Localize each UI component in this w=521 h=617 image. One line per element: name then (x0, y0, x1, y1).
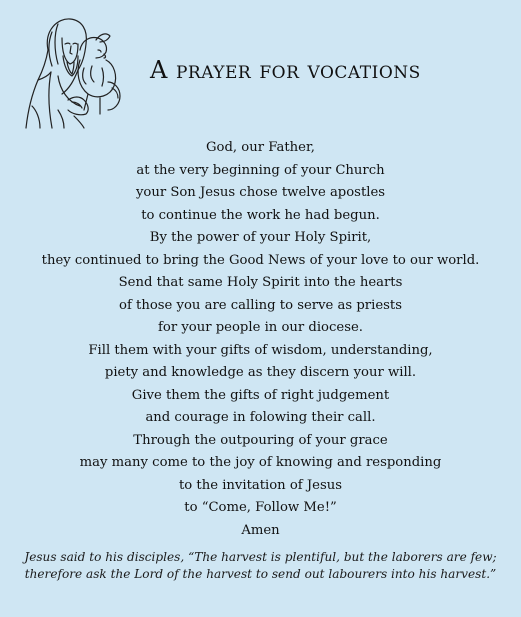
prayer-line: Fill them with your gifts of wisdom, understanding, (88, 342, 433, 358)
prayer-line: to continue the work he had begun. (141, 207, 380, 223)
prayer-line: and courage in folowing their call. (145, 410, 376, 425)
scripture-quote (0, 549, 521, 583)
prayer-line: God, our Father, (206, 140, 315, 155)
page-title: A prayer for vocations (150, 56, 421, 84)
prayer-line: Send that same Holy Spirit into the hearts (118, 275, 403, 290)
prayer-line: at the very beginning of your Church (136, 162, 385, 178)
prayer-line: Give them the gifts of right judgement (131, 387, 390, 403)
prayer-line: to the invitation of Jesus (178, 477, 343, 493)
prayer-line: piety and knowledge as they discern your will. (104, 365, 417, 380)
prayer-line: By the power of your Holy Spirit, (149, 230, 372, 245)
quote-line: Jesus said to his disciples, “The harvest is plentiful, but the laborers are few; (24, 550, 497, 564)
prayer-amen: Amen (241, 522, 280, 538)
jesus-holding-lamb-icon (18, 10, 130, 130)
prayer-line: to “Come, Follow Me!” (184, 500, 337, 515)
prayer-line: for your people in our diocese. (158, 320, 363, 335)
prayer-line: may many come to the joy of knowing and responding (79, 455, 442, 470)
prayer-line: Through the outpouring of your grace (133, 432, 388, 448)
prayer-text (0, 137, 521, 542)
prayer-line: they continued to bring the Good News of your love to our world. (41, 252, 480, 268)
prayer-line: of those you are calling to serve as priests (119, 297, 402, 313)
prayer-line: your Son Jesus chose twelve apostles (135, 185, 386, 200)
quote-line: therefore ask the Lord of the harvest to send out labourers into his harvest.” (24, 567, 497, 581)
